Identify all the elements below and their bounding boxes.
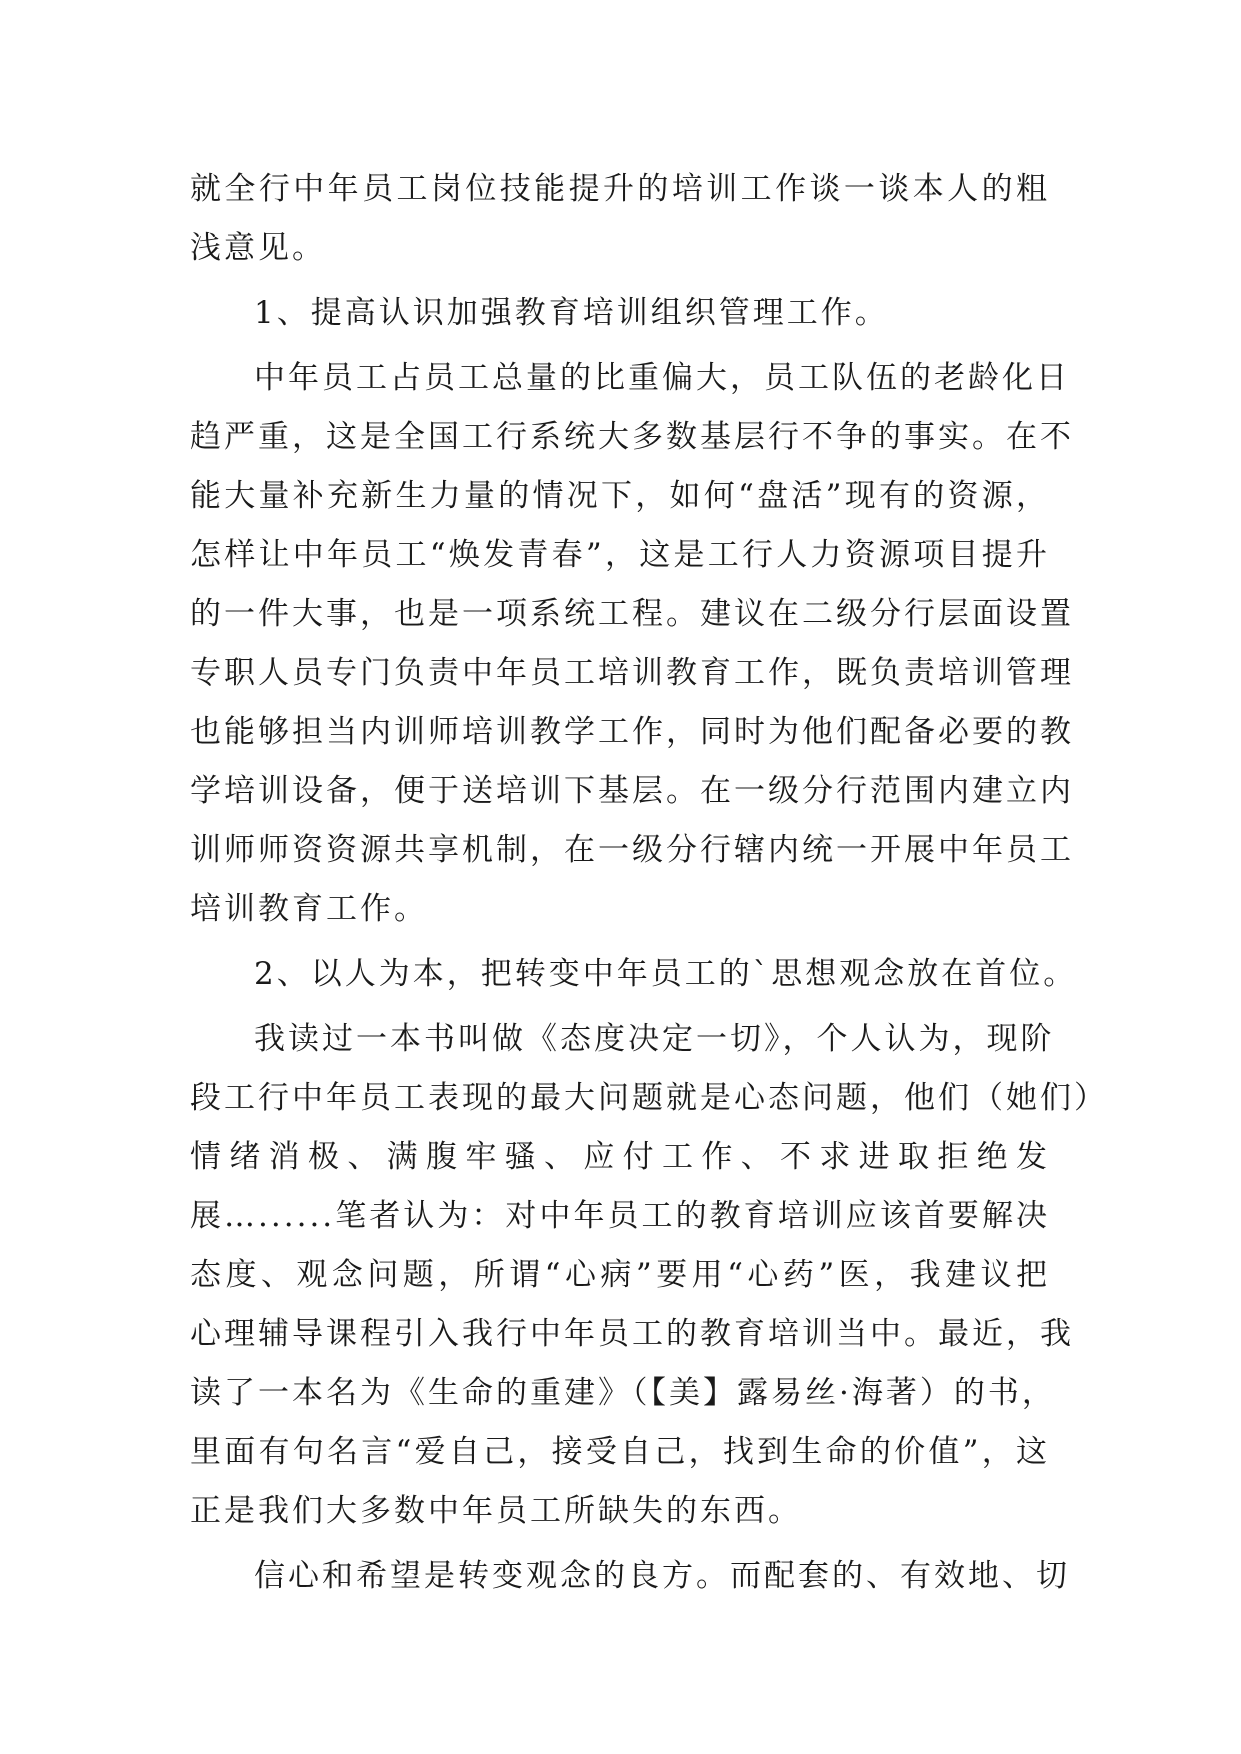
text-line: 中年员工占员工总量的比重偏大，员工队伍的老龄化日 — [254, 360, 1070, 396]
text-line: 展…......笔者认为：对中年员工的教育培训应该首要解决 — [190, 1198, 1050, 1234]
text-line: 段工行中年员工表现的最大问题就是心态问题，他们（她们） — [190, 1080, 1108, 1116]
text-line: 趋严重，这是全国工行系统大多数基层行不争的事实。在不 — [190, 419, 1074, 455]
section-heading: 1、提高认识加强教育培训组织管理工作。 — [254, 295, 889, 331]
text-line: 浅意见。 — [190, 230, 326, 266]
text-line: 心理辅导课程引入我行中年员工的教育培训当中。最近，我 — [190, 1316, 1074, 1352]
text-line: 读了一本名为《生命的重建》（【美】露易丝·海著）的书， — [190, 1375, 1056, 1411]
text-line: 专职人员专门负责中年员工培训教育工作，既负责培训管理 — [190, 655, 1074, 691]
text-line: 也能够担当内训师培训教学工作，同时为他们配备必要的教 — [190, 714, 1074, 750]
section-heading: 2、以人为本，把转变中年员工的`思想观念放在首位。 — [254, 956, 1078, 992]
text-line: 里面有句名言“爱自己，接受自己，找到生命的价值”，这 — [190, 1434, 1050, 1470]
text-line: 态度、观念问题，所谓“心病”要用“心药”医，我建议把 — [190, 1257, 1050, 1293]
text-line: 训师师资资源共享机制，在一级分行辖内统一开展中年员工 — [190, 832, 1074, 868]
text-line: 怎样让中年员工“焕发青春”，这是工行人力资源项目提升 — [190, 537, 1050, 573]
text-line: 培训教育工作。 — [190, 891, 428, 927]
text-line: 学培训设备，便于送培训下基层。在一级分行范围内建立内 — [190, 773, 1074, 809]
text-line: 能大量补充新生力量的情况下，如何“盘活”现有的资源， — [190, 478, 1050, 514]
text-line: 的一件大事，也是一项系统工程。建议在二级分行层面设置 — [190, 596, 1074, 632]
text-line: 情绪消极、满腹牢骚、应付工作、不求进取拒绝发 — [190, 1139, 1050, 1175]
text-line: 信心和希望是转变观念的良方。而配套的、有效地、切 — [254, 1558, 1070, 1594]
text-line: 就全行中年员工岗位技能提升的培训工作谈一谈本人的粗 — [190, 171, 1050, 207]
text-line: 我读过一本书叫做《态度决定一切》，个人认为，现阶 — [254, 1021, 1055, 1057]
text-line: 正是我们大多数中年员工所缺失的东西。 — [190, 1493, 802, 1529]
body-text — [190, 160, 1108, 1606]
